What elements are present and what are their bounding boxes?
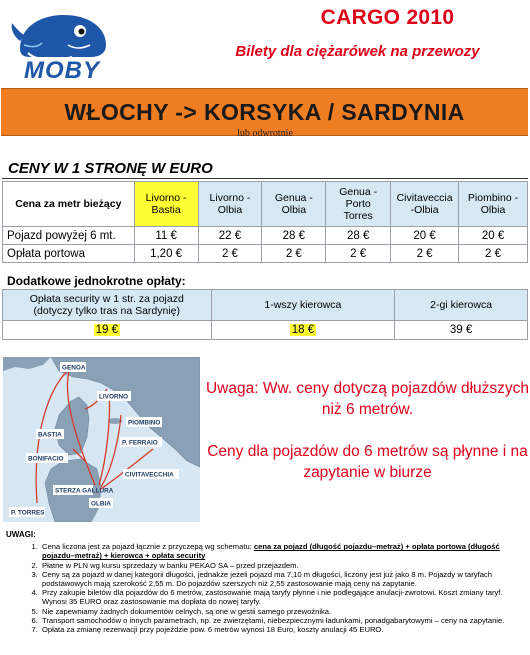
map-label-piombino: PIOMBINO xyxy=(128,419,161,427)
price-cell: 28 € xyxy=(262,227,326,245)
route-header-livorno-olbia: Livorno - Olbia xyxy=(198,182,262,227)
security-fee-value: 19 € xyxy=(3,321,212,340)
notes-list xyxy=(6,542,528,634)
logo-text: MOBY xyxy=(24,57,100,83)
map-label-porto-torres: P. TORRES xyxy=(11,509,45,517)
table-row xyxy=(3,321,528,340)
corner-label: Cena za metr bieżący xyxy=(3,182,135,227)
first-driver-value: 18 € xyxy=(211,321,395,340)
route-map xyxy=(3,357,200,522)
route-header-livorno-bastia: Livorno - Bastia xyxy=(134,182,198,227)
price-cell: 2 € xyxy=(326,245,391,263)
list-item: 4. Przy zakupie biletów dla pojazdów do 6 metrów, zastosowanie mają taryfy płynne i nie podlegające anulacji-zwrotowi. Koszt zmiany taryf. Wynosi 35 EURO oraz zastosowanie ma dopłata do nowej taryfy. xyxy=(40,588,528,606)
table-header-row xyxy=(3,290,528,321)
extra-fees-table xyxy=(2,289,528,340)
extra-fees-title: Dodatkowe jednokrotne opłaty: xyxy=(7,274,186,288)
security-fee-header: Opłata security w 1 str. za pojazd (dotyczy tylko tras na Sardynię) xyxy=(3,290,212,321)
page-subtitle: Bilety dla ciężarówek na przewozy xyxy=(235,43,480,60)
map-label-livorno: LIVORNO xyxy=(99,393,129,401)
second-driver-header: 2-gi kierowca xyxy=(395,290,528,321)
price-table xyxy=(2,181,528,263)
map-label-civitavecchia: CIVITAVECCHIA xyxy=(125,471,174,479)
price-cell: 2 € xyxy=(198,245,262,263)
second-driver-value: 39 € xyxy=(395,321,528,340)
notes-title: UWAGI: xyxy=(6,530,36,539)
route-note: lub odwrotnie xyxy=(237,128,293,139)
row-label: Opłata portowa xyxy=(3,245,135,263)
page-title: CARGO 2010 xyxy=(320,6,455,29)
moby-logo xyxy=(6,5,118,83)
price-cell: 20 € xyxy=(459,227,528,245)
price-cell: 28 € xyxy=(326,227,391,245)
route-header-civitavecchia-olbia: Civitaveccia -Olbia xyxy=(391,182,459,227)
map-label-bonifacio: BONIFACIO xyxy=(28,455,64,463)
list-item: 3. Ceny są za pojazd w danej kategorii długości, jednakże jeżeli pojazd ma 7,10 m długości, liczony jest już jako 8 m. Pojazdy w taryfach podstawowych mają szerokość 2,55 m. Do pojazdów szerszych niż 2,55 zastosowanie mają ceny na zapytanie. xyxy=(40,570,528,588)
row-label: Pojazd powyżej 6 mt. xyxy=(3,227,135,245)
price-cell: 20 € xyxy=(391,227,459,245)
warning-line-2: Ceny dla pojazdów do 6 metrów są płynne i na zapytanie w biurze xyxy=(207,443,528,481)
route-header-piombino-olbia: Piombino - Olbia xyxy=(459,182,528,227)
notes-section xyxy=(6,530,528,634)
table-row xyxy=(3,245,528,263)
price-cell: 2 € xyxy=(262,245,326,263)
table-row xyxy=(3,227,528,245)
list-item: 2. Płatne w PLN wg kursu sprzedaży w banku PEKAO SA – przed przejazdem. xyxy=(40,561,528,570)
price-cell: 22 € xyxy=(198,227,262,245)
prices-title: CENY W 1 STRONĘ W EURO xyxy=(8,160,213,177)
warning-note xyxy=(205,378,530,504)
price-cell: 11 € xyxy=(134,227,198,245)
list-item: 6. Transport samochodów o innych parametrach, np. ze zwierzętami, niebezpiecznymi ładunkami, ponadgabarytowymi – ceny na zapytanie. xyxy=(40,616,528,625)
map-label-bastia: BASTIA xyxy=(38,431,62,439)
map-label-genoa: GENOA xyxy=(62,364,86,372)
route-title: WŁOCHY -> KORSYKA / SARDYNIA xyxy=(64,98,465,125)
first-driver-header: 1-wszy kierowca xyxy=(211,290,395,321)
map-label-olbia: OLBIA xyxy=(91,500,111,508)
route-header-genua-porto-torres: Genua - Porto Torres xyxy=(326,182,391,227)
price-cell: 1,20 € xyxy=(134,245,198,263)
list-item: 7. Opłata za zmianę rezerwacji przy pojeździe pow. 6 metrów wynosi 18 Euro, koszty anulacji 45 EURO. xyxy=(40,625,528,634)
whale-icon xyxy=(12,15,106,60)
map-label-portoferraio: P. FERRAIO xyxy=(122,439,158,447)
warning-line-1: Uwaga: Ww. ceny dotyczą pojazdów dłuższych niż 6 metrów. xyxy=(205,380,530,418)
table-header-row xyxy=(3,182,528,227)
list-item: 5. Nie zapewniamy żadnych dokumentów celnych, są one w gestii samego przewoźnika. xyxy=(40,607,528,616)
divider xyxy=(2,178,528,179)
price-cell: 2 € xyxy=(459,245,528,263)
price-cell: 2 € xyxy=(391,245,459,263)
route-header-genua-olbia: Genua - Olbia xyxy=(262,182,326,227)
list-item: 1. Cena liczona jest za pojazd łącznie z przyczepą wg schematu: cena za pojazd (długość pojazdu–metraż) + opłata portowa (długość pojazdu–metraż) + kierowca + opłata security xyxy=(40,542,528,560)
map-label-sterza-gallura: STERZA GALLURA xyxy=(55,487,114,495)
